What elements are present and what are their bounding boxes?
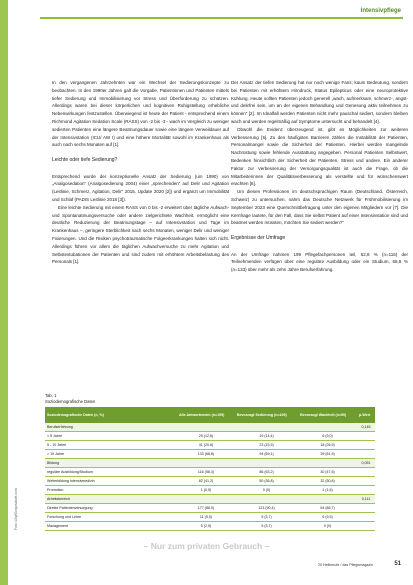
- table-cell: 0 (0): [298, 522, 357, 531]
- right-paragraph-4: An der Umfrage nahmen 199 Pflegefachpersonen teil, 52,8 % (n=116) der Teilnehmenden verfügen über eine reguläre Ausbildung oder ein Studium, 68,8 % (n=133) über mehr als zehn Jahre Berufserfahrung.: [231, 251, 408, 273]
- right-paragraph-1: Der Ansatz der tiefen Sedierung hat nur noch wenige Fans; kaum Bedeutung, sondern bei Patienten mit erhöhtem Hirndruck, Status Epilepticus oder eine neuroprotektive Kühlung. Heute sollten Patienten jedoch generell „wach, aufmerksam, schmerz-, angst- und delirfrei sein, um an der eigenen Behandlung und Genesung aktiv teilnehmen zu können“ [2]. Im Idealfall werden Patienten nicht mehr pauschal sediert, sondern bleiben wach und werden regelmäßig auf Symptome untersucht und behandelt [4].: [231, 80, 408, 124]
- table-cell: [357, 504, 375, 513]
- table-cell: 0,111: [357, 495, 375, 504]
- photo-credit: Foto: Lilly/Gorgosiakiel.com: [14, 488, 18, 530]
- table-row: [45, 513, 375, 522]
- table-row: [45, 459, 375, 468]
- table-cell: [298, 495, 357, 504]
- table-header-cell: p-Wert: [357, 407, 375, 423]
- table-cell: Weiterbildung Intensivmedizin: [45, 477, 177, 486]
- table-cell: 94 (69,1): [235, 450, 298, 459]
- table-cell: 1 (1,6): [298, 486, 357, 495]
- table-cell: 0,145: [357, 423, 375, 432]
- table-cell: [357, 468, 375, 477]
- table-cell: [357, 450, 375, 459]
- table-caption: [45, 393, 95, 405]
- journal-name: 20 Heilberufe / das Pflegemagazin: [318, 563, 373, 567]
- table-cell: Arbeitsbereich: [45, 495, 177, 504]
- sociodemographic-table: [45, 407, 375, 531]
- table-cell: < 5 Jahre: [45, 432, 177, 441]
- table-cell: 39 (61,9): [298, 450, 357, 459]
- table-cell: 5 - 10 Jahre: [45, 441, 177, 450]
- table-header-cell: Alle Antwortenden (n=199): [177, 407, 235, 423]
- right-paragraph-3: Um diesen Professionen im deutschsprachigen Raum (Deutschland, Österreich, Schweiz) zu untersuchen, nahm das Deutsche Netzwerk für Frühmobilisierung im September 2023 eine Querschnittbefragung unter den eigenen Mitgliedern vor [7]. Die Kernfrage lautete, für den Fall, dass Sie selbst Patient auf einer Intensivstation sind und beatmet werden müssten, möchten Sie sediert werden?“: [231, 189, 408, 226]
- table-cell: [235, 423, 298, 432]
- table-cell: reguläre Ausbildung/Studium: [45, 468, 177, 477]
- table-row: [45, 432, 375, 441]
- table-row: [45, 450, 375, 459]
- left-column: [52, 79, 229, 266]
- table-cell: 23 (15,9): [235, 441, 298, 450]
- table-cell: [357, 513, 375, 522]
- table-cell: [298, 459, 357, 468]
- watermark-text: – Nur zum privaten Gebrauch –: [143, 541, 270, 551]
- table-row: [45, 522, 375, 531]
- table-cell: 30 (47,6): [298, 468, 357, 477]
- table-row: [45, 468, 375, 477]
- table-row: [45, 441, 375, 450]
- table-cell: 19 (14,4): [235, 432, 298, 441]
- table-cell: 6 (9,5): [298, 513, 357, 522]
- table-cell: [357, 486, 375, 495]
- table-cell: 86 (63,2): [235, 468, 298, 477]
- table-cell: [177, 495, 235, 504]
- table-cell: 82 (41,2): [177, 477, 235, 486]
- table-cell: 18 (26,9): [298, 441, 357, 450]
- table-cell: 25 (12,6): [177, 432, 235, 441]
- left-paragraph-3: Eine leichte Sedierung mit einem RASS von 0 bis -2 erweitert über tägliche Aufwach- und Spontanatmungsversuche oder andere zielgerichtete Wachheit, ermöglicht eine deutliche Reduzierung der Beatmungstage – auf Intensivstation und Tage im Krankenhaus –, geringere Sterblichkeit nach sechs Monaten, weniger Delir und weniger Fixierungen. Und die Risiken psychotraumatische Folgeerkrankungen halten sich nicht. Allerdings führen vor allem die täglichen Aufwachversuche zu mehr Agitation und Selbstextubationen der Patienten und sind zudem mit erhöhtem Arbeitsbelastung des Personals [1].: [52, 204, 229, 265]
- table-cell: > 10 Jahre: [45, 450, 177, 459]
- table-cell: 54 (85,7): [298, 504, 357, 513]
- table-cell: Bildung: [45, 459, 177, 468]
- table-cell: [357, 441, 375, 450]
- table-cell: Direkte Patientenversorgung: [45, 504, 177, 513]
- table-row: [45, 504, 375, 513]
- sidebar-band: [0, 0, 8, 585]
- section-label: Intensivpflege: [360, 8, 401, 14]
- table-header-cell: Bevorzugt Wachheit (n=90): [298, 407, 357, 423]
- table-cell: [357, 432, 375, 441]
- header-rule: [40, 17, 403, 19]
- table-cell: [177, 423, 235, 432]
- table-row: [45, 495, 375, 504]
- table-cell: 123 (90,4): [235, 504, 298, 513]
- table-cell: Forschung und Lehre: [45, 513, 177, 522]
- table-header-row: [45, 407, 375, 423]
- table-cell: 5 (3,7): [235, 513, 298, 522]
- table-cell: 177 (88,9): [177, 504, 235, 513]
- table-cell: 6 (9,0): [298, 432, 357, 441]
- table-cell: 5 (2,5): [177, 522, 235, 531]
- right-paragraph-2: Obwohl die Evidenz überzeugend ist, gibt es Möglichkeiten zur weiteren Verbesserung [5]. Zu den häufigsten Barrieren zählen die Instabilität der Patienten, Personalmangel sowie die Sicherheit der Patienten. Hierbei werden mangelnde Nachrüstung sowie fehlende Ausstattung angegeben. Personal Patienten Selbstwert, Bedenken hinsichtlich der Sicherheit der Patienten, Stress und andere. Ein anderer Faktor zur Verbesserung der Versorgungsqualität ist auch die Frage, ob die Mitarbeiterinnen der Qualitätsverbesserung als verstellte und für wünschenswert erachten [6].: [231, 126, 408, 187]
- table-cell: 32 (50,8): [298, 477, 357, 486]
- table-cell: 0 (0): [235, 486, 298, 495]
- table-cell: Promotion: [45, 486, 177, 495]
- left-paragraph-1: In den vergangenen Jahrzehnten war ein Wechsel der Sedierungskonzepte zu beobachten. In den 1990er Jahren galt die Vorgabe, Patientinnen und Patienten mittels tiefer Sedierung und Immobilisierung vor Stress und Überforderung zu schützen. Allerdings waren bei dieser körperlichen und kognitiven Ruhigstellung erhebliche Nebenwirkungen festzustellen. Überwiegend ist heute der Patient - entsprechend einem Richmond Agitation Sedation Scale (RASS) von -2 bis -3 - wach im Vergleich zu weniger sedierten Patienten eine längere Beatmungsdauer sowie eine längere Verweildauer auf der Intensivstation (ICU/ AW I) und eine höhere Mortalität sowohl im Krankenhaus als auch nach sechs Monaten auf [1].: [52, 80, 229, 148]
- table-cell: 41 (20,6): [177, 441, 235, 450]
- table-cell: [177, 459, 235, 468]
- table-cell: Berufserfahrung: [45, 423, 177, 432]
- table-header-cell: Bevorzugt Sedierung (n=109): [235, 407, 298, 423]
- table-cell: Management: [45, 522, 177, 531]
- right-heading: Ergebnisse der Umfrage: [231, 234, 286, 241]
- table-cell: 133 (66,8): [177, 450, 235, 459]
- table-cell: [235, 495, 298, 504]
- right-column: [231, 79, 408, 274]
- table-cell: 5 (3,7): [235, 522, 298, 531]
- table-header-cell: Soziodemografische Daten (n, %): [45, 407, 177, 423]
- table-cell: [235, 459, 298, 468]
- table-cell: 116 (58,3): [177, 468, 235, 477]
- left-paragraph-2: Entsprechend wurde der konzeptionelle Ansatz der Sedierung (um 1990) von „Analgosedation“ (Analgosedierung 2004) einer „sprechenden“ auf Delir und Agitation (Leitlinie, Schmerz, Agitation, Delir“ 2015, Update 2020 [2]) und ergänzt um Immobilität und Schlaf (PADIS Leitlinie 2018 [3]).: [52, 173, 229, 202]
- table-cell: 50 (36,8): [235, 477, 298, 486]
- page-number: 51: [394, 561, 401, 567]
- left-heading: Leichte oder tiefe Sedierung?: [52, 156, 118, 163]
- table-number: Tab. 1: [45, 393, 57, 398]
- table-cell: [357, 522, 375, 531]
- table-title: Soziodemografische Daten: [45, 399, 96, 404]
- table-row: [45, 477, 375, 486]
- table-cell: [357, 477, 375, 486]
- table-row: [45, 423, 375, 432]
- table-cell: 1 (0,5): [177, 486, 235, 495]
- table-cell: 0,051: [357, 459, 375, 468]
- table-cell: [298, 423, 357, 432]
- table-cell: 11 (5,5): [177, 513, 235, 522]
- table-row: [45, 486, 375, 495]
